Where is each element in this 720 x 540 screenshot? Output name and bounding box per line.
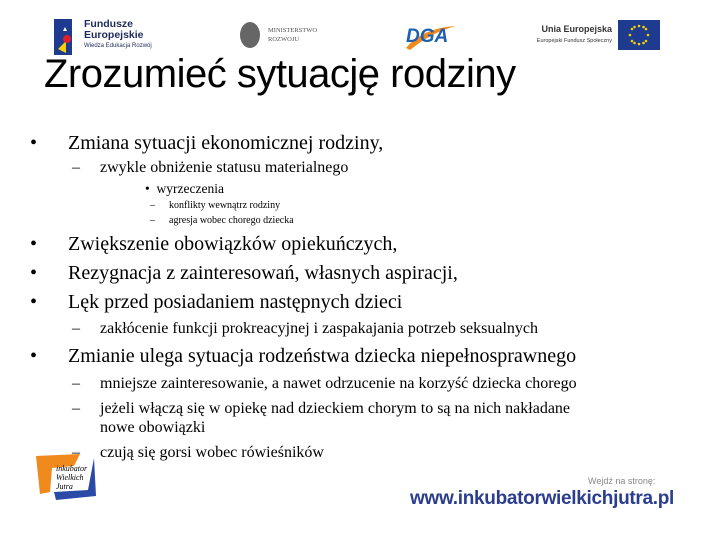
bullet-marker: • (145, 181, 150, 196)
sub-item (72, 320, 539, 338)
sub-sub-text: wyrzeczenia (156, 181, 224, 196)
dash-marker: – (72, 444, 80, 461)
website-link[interactable]: www.inkubatorwielkichjutra.pl (410, 488, 675, 509)
logo-inkubator (34, 452, 106, 502)
visit-label: Wejdź na stronę: (588, 476, 656, 486)
logo-fundusze-europejskie (54, 15, 174, 55)
logo-ministerstwo (238, 20, 318, 55)
dash-marker: – (72, 400, 80, 417)
bullet-marker: • (30, 345, 38, 367)
eu-line1: Unia Europejska (541, 24, 612, 34)
bullet-marker: • (30, 262, 38, 284)
ministry-line1: MINISTERSTWO (268, 27, 318, 34)
bullet-text: Zmianie ulega sytuacja rodzeństwa dziecka niepełnosprawnego (68, 345, 577, 367)
sub-text: jeżeli włączą się w opiekę nad dzieckiem chorym to są na nich nakładane (100, 400, 571, 417)
sub-text: mniejsze zainteresowanie, a nawet odrzucenie na korzyść dziecka chorego (100, 375, 577, 392)
bullet-text: Zmiana sytuacji ekonomicznej rodziny, (68, 132, 384, 154)
bullet-marker: • (30, 291, 38, 313)
bullet-text: Rezygnacja z zainteresowań, własnych aspiracji, (68, 262, 458, 284)
sub-item-continuation (100, 419, 205, 437)
sub-text: zwykle obniżenie statusu materialnego (100, 159, 349, 176)
dga-text: DGA (406, 26, 449, 47)
level4-text: agresja wobec chorego dziecka (169, 215, 294, 226)
logo-dga (402, 22, 458, 50)
bullet-marker: • (30, 233, 38, 255)
bullet-text: Lęk przed posiadaniem następnych dzieci (68, 291, 403, 313)
ministry-line2: ROZWOJU (268, 36, 300, 43)
sub-item (72, 159, 349, 177)
inkubator-logo-text: inkubator Wielkich Jutra (56, 464, 88, 491)
page-title: Zrozumieć sytuację rodziny (44, 52, 516, 96)
sub-item (72, 375, 577, 393)
level4-text: konflikty wewnątrz rodziny (169, 200, 281, 211)
dash-marker: – (72, 159, 80, 176)
sub-text: zakłócenie funkcji prokreacyjnej i zaspakajania potrzeb seksualnych (100, 320, 539, 337)
fe-line3: Wiedza Edukacja Rozwój (84, 43, 152, 49)
dash-marker: – (150, 215, 155, 226)
logo-unia-europejska (520, 20, 660, 52)
sub-sub-item (145, 181, 224, 197)
sub-item (72, 400, 571, 418)
sub-text: czują się gorsi wobec rówieśników (100, 444, 324, 461)
dash-marker: – (72, 320, 80, 337)
eagle-icon (238, 20, 262, 50)
fe-line1: Fundusze (84, 18, 133, 30)
fe-line2: Europejskie (84, 29, 144, 41)
dash-marker: – (150, 200, 155, 211)
eu-line2: Europejski Fundusz Społeczny (536, 38, 612, 44)
bullet-marker: • (30, 132, 38, 154)
sub-item (72, 444, 324, 462)
dash-marker: – (72, 375, 80, 392)
sub-text: nowe obowiązki (100, 419, 206, 436)
bullet-text: Zwiększenie obowiązków opiekuńczych, (68, 233, 398, 255)
eu-flag-icon (618, 20, 660, 50)
fe-flag-icon (54, 15, 74, 55)
